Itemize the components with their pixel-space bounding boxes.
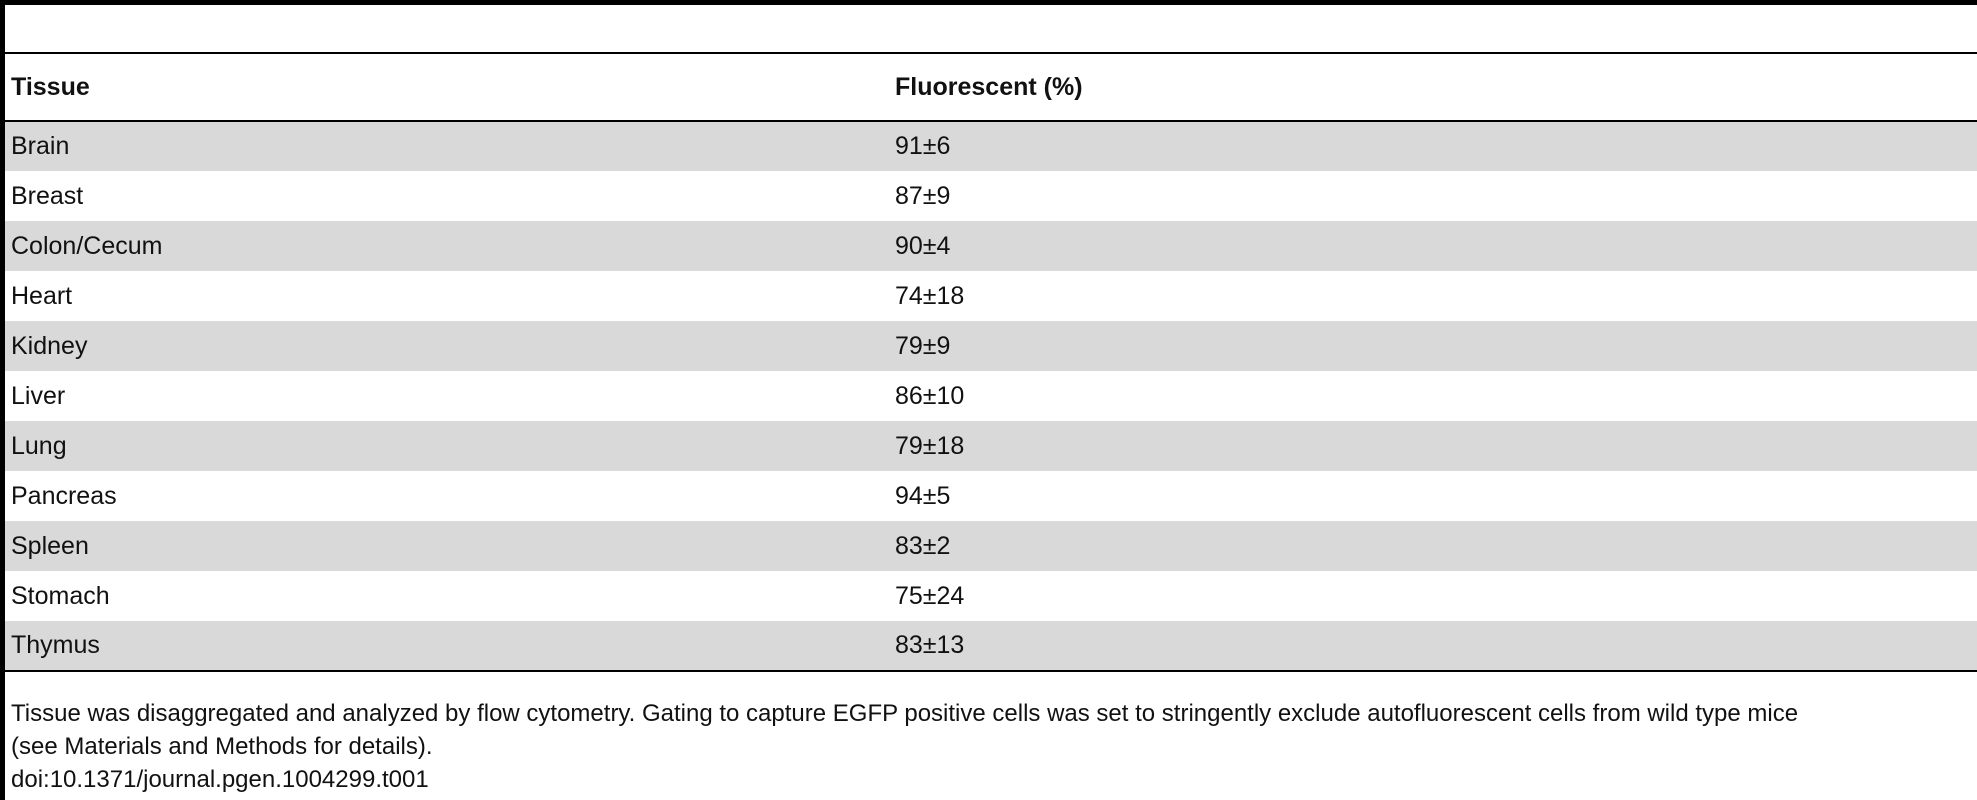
fluorescent-cell: 87±9 [895,181,951,210]
table-row [5,221,1977,271]
table-row [5,421,1977,471]
table-row [5,471,1977,521]
fluorescence-table [5,52,1977,672]
tissue-cell: Breast [11,181,84,210]
table-row [5,571,1977,621]
fluorescent-cell: 94±5 [895,481,951,510]
table-header [5,53,1977,121]
table-footnote [11,697,1971,796]
table-row [5,371,1977,421]
header-row [5,53,1977,121]
table-row [5,321,1977,371]
fluorescent-cell: 74±18 [895,281,965,310]
tissue-cell: Lung [11,431,67,460]
tissue-cell: Kidney [11,331,88,360]
header-fluorescent: Fluorescent (%) [895,72,1083,101]
tissue-cell: Pancreas [11,481,117,510]
tissue-cell: Stomach [11,581,110,610]
doi-line: doi:10.1371/journal.pgen.1004299.t001 [11,766,429,793]
footnote-line-1: Tissue was disaggregated and analyzed by flow cytometry. Gating to capture EGFP positive cells was set to stringently exclude autofluorescent cells from wild type mice [11,700,1799,727]
tissue-cell: Heart [11,281,73,310]
table-row [5,621,1977,671]
fluorescent-cell: 86±10 [895,381,965,410]
tissue-cell: Thymus [11,631,100,659]
table-row [5,521,1977,571]
tissue-cell: Spleen [11,531,89,560]
fluorescent-cell: 91±6 [895,132,951,160]
fluorescent-cell: 90±4 [895,231,951,260]
tissue-cell: Liver [11,381,66,410]
fluorescent-cell: 83±13 [895,631,965,659]
table-row [5,121,1977,171]
fluorescent-cell: 79±9 [895,331,951,360]
table-row [5,171,1977,221]
fluorescent-cell: 79±18 [895,431,965,460]
footnote-line-2: (see Materials and Methods for details). [11,733,433,760]
tissue-cell: Brain [11,132,70,160]
fluorescent-cell: 75±24 [895,581,965,610]
data-table-container [5,52,1977,672]
fluorescent-cell: 83±2 [895,531,951,560]
table-body [5,121,1977,671]
table-row [5,271,1977,321]
top-border-rule [0,0,1977,5]
tissue-cell: Colon/Cecum [11,231,163,260]
header-tissue: Tissue [11,72,90,101]
